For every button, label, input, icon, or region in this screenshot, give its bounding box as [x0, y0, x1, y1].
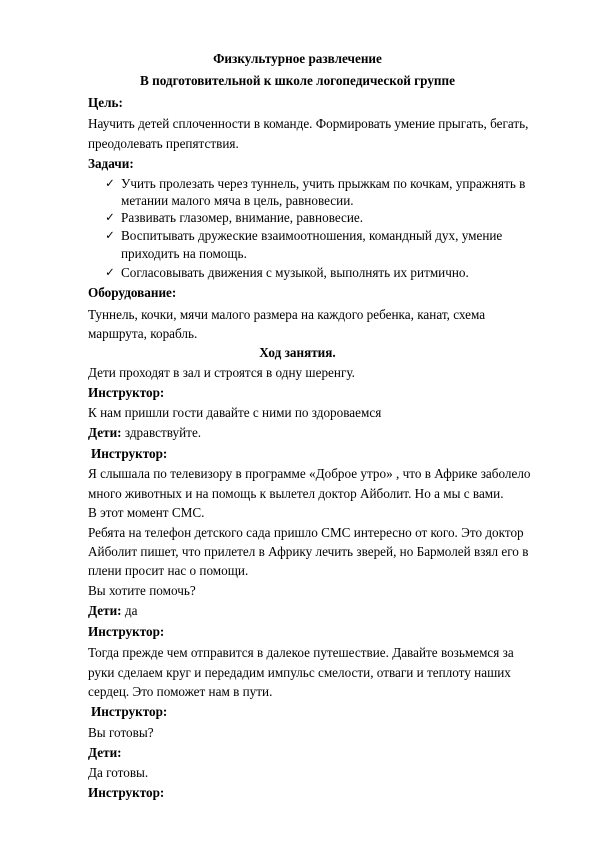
children-reply-text: здравствуйте. — [121, 425, 202, 440]
children-reply — [88, 602, 137, 619]
checkmark-icon: ✓ — [105, 176, 115, 190]
checkmark-icon: ✓ — [105, 265, 115, 279]
goal-text-line: Научить детей сплоченности в команде. Формировать умение прыгать, бегать, — [88, 116, 529, 131]
lesson-heading: Ход занятия. — [259, 345, 336, 360]
children-label: Дети: — [88, 603, 122, 618]
instructor-label: Инструктор: — [91, 446, 168, 461]
task-item-line: приходить на помощь. — [121, 246, 247, 261]
children-reply-text: да — [121, 603, 138, 618]
script-text-line: Айболит пишет, что прилетел в Африку лечить зверей, но Бармолей взял его в — [88, 544, 529, 559]
script-text-line: К нам пришли гости давайте с ними по здороваемся — [88, 405, 382, 420]
children-label: Дети: — [88, 425, 122, 440]
script-text-line: Ребята на телефон детского сада пришло СМС интересно от кого. Это доктор — [88, 525, 524, 540]
script-text-line: Да готовы. — [88, 765, 149, 780]
document-subtitle: В подготовительной к школе логопедической группе — [140, 73, 455, 88]
script-text-line: Дети проходят в зал и строятся в одну шеренгу. — [88, 365, 355, 380]
script-text-line: сердец. Это поможет нам в пути. — [88, 684, 273, 699]
equipment-text-line: Туннель, кочки, мячи малого размера на каждого ребенка, канат, схема — [88, 307, 486, 322]
children-reply — [88, 424, 201, 441]
script-text-line: В этот момент СМС. — [88, 505, 205, 520]
document-title: Физкультурное развлечение — [213, 51, 382, 66]
goal-heading: Цель: — [88, 95, 123, 110]
script-text-line: Вы готовы? — [88, 725, 154, 740]
script-text-line: Тогда прежде чем отправится в далекое путешествие. Давайте возьмемся за — [88, 645, 514, 660]
instructor-label: Инструктор: — [88, 785, 165, 800]
instructor-label: Инструктор: — [91, 704, 168, 719]
children-label: Дети: — [88, 745, 122, 760]
script-text-line: Вы хотите помочь? — [88, 583, 196, 598]
script-text-line: Я слышала по телевизору в программе «Доброе утро» , что в Африке заболело — [88, 466, 531, 481]
goal-text-line: преодолевать препятствия. — [88, 136, 239, 151]
task-item-line: метании малого мяча в цель, равновесии. — [121, 193, 354, 208]
instructor-label: Инструктор: — [88, 624, 165, 639]
equipment-heading: Оборудование: — [88, 285, 177, 300]
equipment-text-line: маршрута, корабль. — [88, 326, 198, 341]
checkmark-icon: ✓ — [105, 228, 115, 242]
script-text-line: плени просит нас о помощи. — [88, 563, 249, 578]
instructor-label: Инструктор: — [88, 385, 165, 400]
script-text-line: руки сделаем круг и передадим импульс смелости, отваги и теплоту наших — [88, 665, 511, 680]
script-text-line: много животных и на помощь к вылетел доктор Айболит. Но а мы с вами. — [88, 486, 504, 501]
task-item-line: Воспитывать дружеские взаимоотношения, командный дух, умение — [121, 228, 503, 243]
tasks-heading: Задачи: — [88, 156, 134, 171]
checkmark-icon: ✓ — [105, 210, 115, 224]
task-item-line: Согласовывать движения с музыкой, выполнять их ритмично. — [121, 265, 469, 280]
task-item-line: Учить пролезать через туннель, учить прыжкам по кочкам, упражнять в — [121, 176, 526, 191]
task-item-line: Развивать глазомер, внимание, равновесие. — [121, 210, 364, 225]
